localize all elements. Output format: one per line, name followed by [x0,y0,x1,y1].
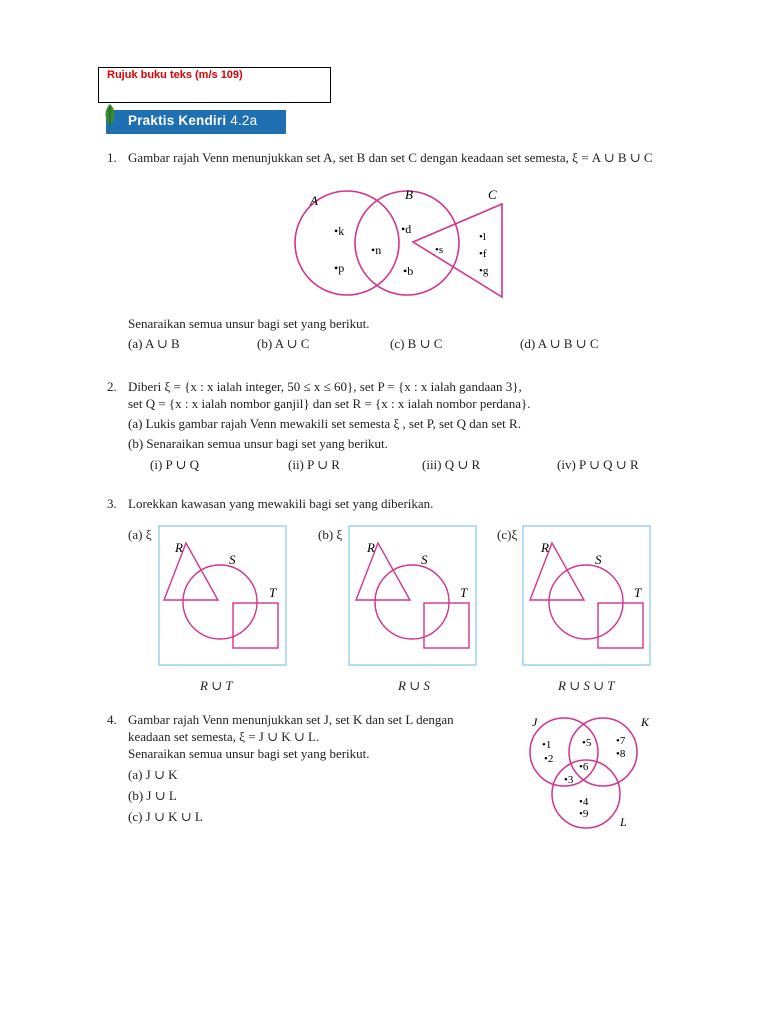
q3c-venn-diagram [522,525,652,667]
section-banner [106,110,286,134]
set-b-label: B [405,187,413,202]
q2-sub-iv: (iv) P ∪ Q ∪ R [557,457,639,472]
element-5: •5 [582,737,592,749]
element-4: •4 [579,796,589,808]
q2-sub-ii: (ii) P ∪ R [288,457,340,472]
set-r-label: R [541,540,549,555]
element-8: •8 [616,748,626,760]
reference-text: Rujuk buku teks (m/s 109) [107,69,243,81]
set-t-label: T [269,585,277,600]
set-t-square [424,603,469,648]
set-c-label: C [488,187,497,202]
q1-text: Gambar rajah Venn menunjukkan set A, set B dan set C dengan keadaan set semesta, ξ = A ∪ B ∪ C [128,150,653,165]
element-l: •l [479,231,486,243]
element-k: •k [334,224,345,238]
q4-instruction: Senaraikan semua unsur bagi set yang berikut. [128,746,370,761]
set-l-label: L [620,815,627,829]
q1-part-c: (c) B ∪ C [390,336,443,351]
element-2: •2 [544,753,554,765]
element-6: •6 [579,761,589,773]
set-r-label: R [367,540,375,555]
set-k-label: K [641,715,650,729]
set-s-circle [183,565,257,639]
element-b: •b [403,264,414,278]
set-t-label: T [460,585,468,600]
q3b-caption: R ∪ S [398,678,430,693]
q2-sub-i: (i) P ∪ Q [150,457,200,472]
set-r-label: R [175,540,183,555]
q3b-venn-diagram [348,525,478,667]
q3b-label: (b) ξ [318,527,343,542]
element-n: •n [371,243,382,257]
q2-number: 2. [107,379,117,394]
set-s-label: S [421,552,428,567]
q3c-caption: R ∪ S ∪ T [558,678,615,693]
q1-number: 1. [107,150,117,165]
q3a-label: (a) ξ [128,527,152,542]
q3a-venn-diagram [158,525,288,667]
q3-text: Lorekkan kawasan yang mewakili bagi set yang diberikan. [128,496,434,511]
q4-part-c: (c) J ∪ K ∪ L [128,809,203,824]
element-g: •g [479,265,489,277]
q1-part-d: (d) A ∪ B ∪ C [520,336,599,351]
set-r-triangle [530,543,584,600]
q2-sub-iii: (iii) Q ∪ R [422,457,481,472]
set-c-triangle [413,204,502,297]
set-a-label: A [310,193,318,208]
set-s-label: S [229,552,236,567]
element-s: •s [435,244,444,256]
set-j-label: J [532,715,538,729]
q1-instruction: Senaraikan semua unsur bagi set yang berikut. [128,316,370,331]
q2-part-a: (a) Lukis gambar rajah Venn mewakili set semesta ξ , set P, set Q dan set R. [128,416,521,431]
leaf-icon [102,102,118,128]
set-s-circle [549,565,623,639]
q2-line2: set Q = {x : x ialah nombor ganjil} dan set R = {x : x ialah nombor perdana}. [128,396,531,411]
q4-venn-diagram [524,710,664,835]
q3c-label: (c)ξ [497,527,518,542]
q1-part-a: (a) A ∪ B [128,336,180,351]
element-p: •p [334,261,345,275]
q3a-caption: R ∪ T [200,678,233,693]
element-f: •f [479,248,487,260]
set-s-circle [375,565,449,639]
q2-part-b: (b) Senaraikan semua unsur bagi set yang berikut. [128,436,388,451]
element-3: •3 [564,774,574,786]
element-9: •9 [579,808,589,820]
element-7: •7 [616,735,626,747]
set-r-triangle [164,543,218,600]
q4-line2: keadaan set semesta, ξ = J ∪ K ∪ L. [128,729,320,744]
set-t-square [598,603,643,648]
q4-part-b: (b) J ∪ L [128,788,177,803]
banner-title: Praktis Kendiri 4.2a [128,113,258,128]
q4-part-a: (a) J ∪ K [128,767,178,782]
q4-line1: Gambar rajah Venn menunjukkan set J, set K dan set L dengan [128,712,454,727]
q2-line1: Diberi ξ = {x : x ialah integer, 50 ≤ x ≤ 60}, set P = {x : x ialah gandaan 3}, [128,379,522,394]
set-s-label: S [595,552,602,567]
q3-number: 3. [107,496,117,511]
q1-venn-diagram [290,185,520,305]
element-1: •1 [542,739,552,751]
element-d: •d [401,222,412,236]
reference-box [98,67,331,103]
set-t-label: T [634,585,642,600]
q4-number: 4. [107,712,117,727]
set-k-circle [569,718,637,786]
q1-part-b: (b) A ∪ C [257,336,310,351]
set-r-triangle [356,543,410,600]
